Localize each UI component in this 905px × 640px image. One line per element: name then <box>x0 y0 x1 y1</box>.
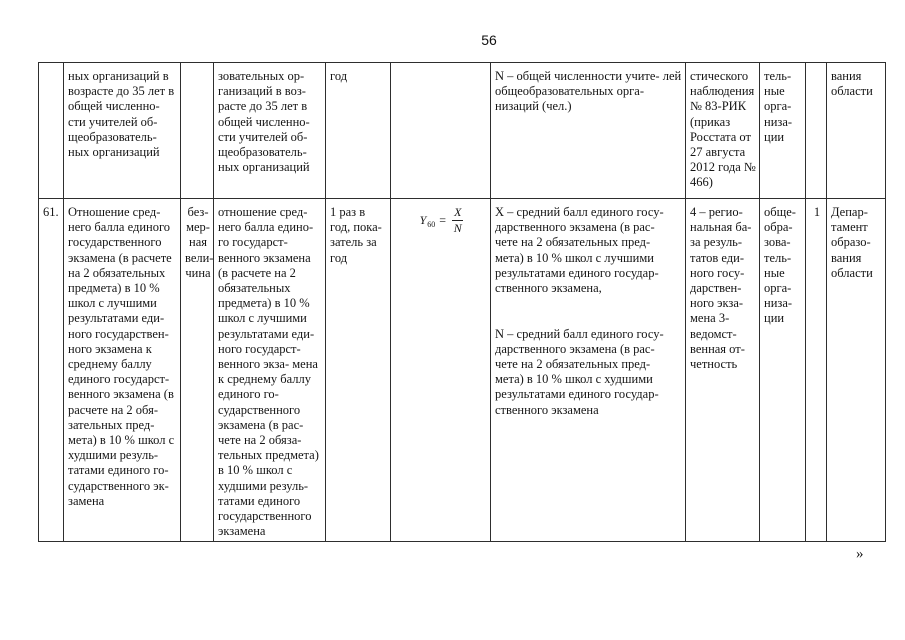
cell-legend: N – общей численности учите- лей общеобразовательных орга- низаций (чел.) <box>491 63 686 199</box>
cell-unit: без- мер- ная вели- чина <box>181 199 214 542</box>
cell-number: 61. <box>39 199 64 542</box>
cell-source: 4 – регио- нальная ба- за резуль- татов еди- ного госу- дарствен- ного экза- мена 3- ведомст- венная от- четность <box>686 199 760 542</box>
cell-periodicity: 1 раз в год, пока- затель за год <box>326 199 391 542</box>
cell-legend <box>491 199 686 542</box>
table-row-61 <box>39 199 886 542</box>
formula-numerator: X <box>454 205 462 219</box>
cell-definition: зовательных ор- ганизаций в воз- расте до 35 лет в общей численно- сти учителей об- щеобразователь- ных организаций <box>214 63 326 199</box>
formula <box>420 206 464 235</box>
continuation-mark: » <box>856 546 864 562</box>
cell-formula <box>391 63 491 199</box>
cell-number <box>39 63 64 199</box>
formula-denominator: N <box>453 221 462 235</box>
formula-subscript: 60 <box>427 220 436 229</box>
cell-unit <box>181 63 214 199</box>
formula-lhs: Y <box>419 213 427 227</box>
cell-level: 1 <box>806 199 827 542</box>
formula-equals: = <box>439 213 447 227</box>
cell-definition: отношение сред- него балла едино- го государст- венного экзамена (в расчете на 2 обязательных предмета) в 10 % школ с лучшими результатами еди- ного государст- венного экза- мена к среднему баллу единого го- сударственного экзамена (в рас- чете на 2 обяза- тельных предмета) в 10 % школ с худшими резуль- татами единого государственного экзамена <box>214 199 326 542</box>
table-row-continued <box>39 63 886 199</box>
cell-responsible: вания области <box>827 63 886 199</box>
cell-method: обще- обра- зова- тель- ные орга- низа- ции <box>760 199 806 542</box>
legend-n-definition: N – средний балл единого госу- дарственного экзамена (в рас- чете на 2 обязательных пред- мета) в 10 % школ с худшими результатами единого государ- ственного экзамена <box>495 326 664 417</box>
legend-x-definition: X – средний балл единого госу- дарственного экзамена (в рас- чете на 2 обязательных пред- мета) в 10 % школ с лучшими результатами единого государ- ственного экзамена, <box>495 205 664 296</box>
cell-periodicity: год <box>326 63 391 199</box>
cell-indicator-name: ных организаций в возрасте до 35 лет в общей численно- сти учителей об- щеобразователь- ных организаций <box>64 63 181 199</box>
indicator-table <box>38 62 886 542</box>
page-number: 56 <box>481 32 497 48</box>
cell-indicator-name: Отношение сред- него балла единого государственного экзамена (в расчете на 2 обязательных предмета) в 10 % школ с лучшими результатами еди- ного государствен- ного экзамена к среднему баллу единого государст- венного экзамена (в расчете на 2 обя- зательных пред- мета) в 10 % школ с худшими резуль- татами единого го- сударственного эк- замена <box>64 199 181 542</box>
cell-formula <box>391 199 491 542</box>
cell-method: тель- ные орга- низа- ции <box>760 63 806 199</box>
cell-responsible: Депар- тамент образо- вания области <box>827 199 886 542</box>
cell-source: стического наблюдения № 83-РИК (приказ Росстата от 27 августа 2012 года № 466) <box>686 63 760 199</box>
table-body <box>39 63 886 542</box>
formula-fraction <box>452 206 463 235</box>
cell-level <box>806 63 827 199</box>
